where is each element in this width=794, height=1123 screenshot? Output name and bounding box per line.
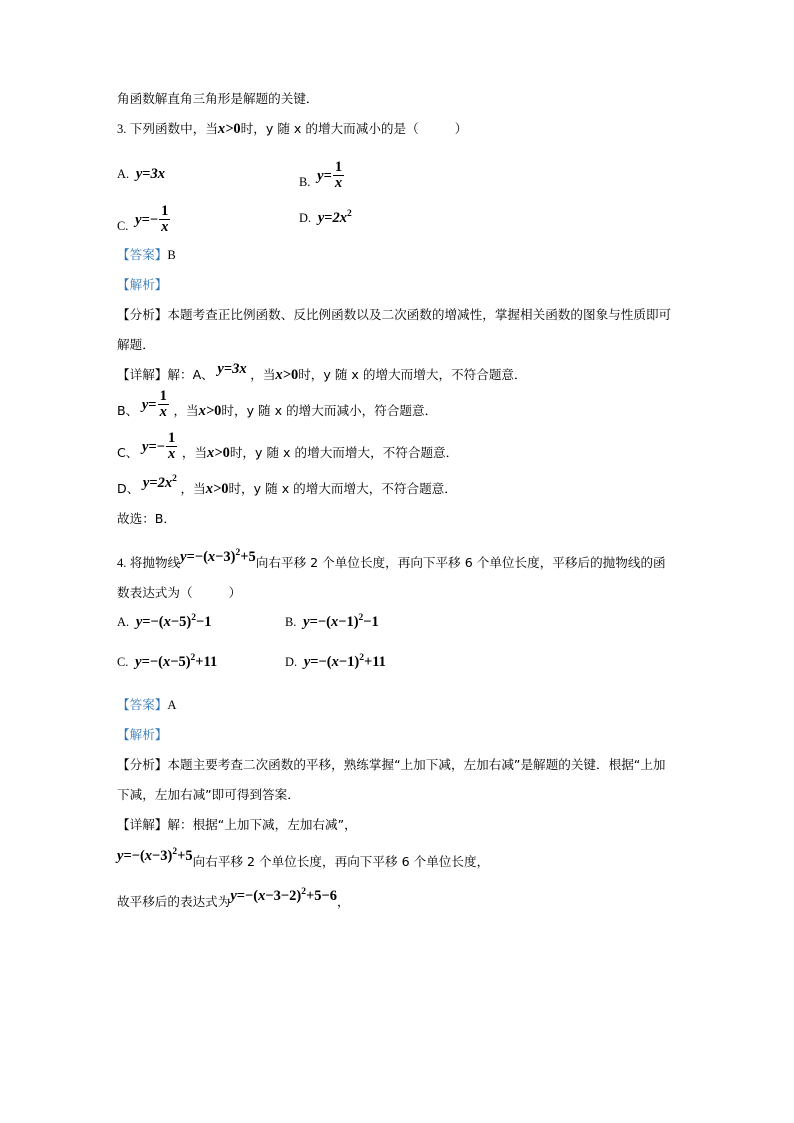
question-4-option-c[interactable] [117,654,217,671]
question-4-detail-math-line [117,840,673,884]
detail-d-math: $y=2x^2$ [142,474,177,491]
question-3-number: 3. [117,122,127,136]
carryover-line: 角函数解直角三角形是解题的关键． [117,91,319,106]
question-4-stem-close: ） [228,585,242,600]
option-b-label: B. [299,174,311,189]
question-4-fenxi [117,750,673,810]
question-4-jiexi [117,720,673,750]
question-4-xiangjie-lead [117,810,673,840]
xiangjie-tag: 【详解】 [117,367,168,382]
jiexi-tag: 【解析】 [117,727,168,742]
question-3-detail-d [117,474,673,504]
question-3-stem-math: x>0 [217,121,241,137]
question-3-stem-after: 时，y 随 x 的增大而减小的是（ [240,121,419,136]
answer-tag: 【答案】 [117,247,168,262]
detail-b-prefix: B、 [117,403,139,418]
detail-c-cond: x>0 [207,445,230,461]
final-tail: ， [337,894,350,909]
xiangjie-tag: 【详解】 [117,817,168,832]
detail-math: $y=-(x-3)^2+5$ [117,847,193,864]
detail-c-tail: 时，y 随 x 的增大而增大，不符合题意． [229,445,459,460]
question-4-stem-after: 向右平移 2 个单位长度，再向下平移 6 个单位长度，平移后的抛物线的函数表达式为（ [117,555,666,600]
question-3-stem-close: ） [454,121,468,136]
detail-c-math: y=− $\frac{1}{x}$ [142,430,176,462]
question-4-option-b[interactable] [285,614,379,631]
detail-d-mid: ，当 [180,481,206,496]
question-3-options [117,144,673,240]
option-b-math: $y=-(x-1)^2-1$ [299,613,379,630]
detail-d-cond: x>0 [205,481,229,497]
question-3-conclusion [117,504,673,534]
option-d-math: $y=2x^2$ [314,209,352,226]
detail-b-cond: x>0 [198,403,222,419]
option-c-math: $y=-(x-5)^2+11$ [131,653,218,670]
fenxi-tag: 【分析】 [117,307,168,322]
final-prefix: 故平移后的表达式为 [117,894,231,909]
option-d-label: D. [285,655,298,669]
answer-value: A [167,698,177,712]
jiexi-tag: 【解析】 [117,277,168,292]
question-4-options [117,608,673,690]
question-3-detail-c [117,432,673,474]
question-3-fenxi [117,300,673,360]
detail-b-tail: 时，y 随 x 的增大而减小，符合题意． [221,403,438,418]
question-4-final-line [117,884,673,920]
answer-tag: 【答案】 [117,697,168,712]
question-3-stem [117,114,673,144]
option-a-math: y=3x [132,166,166,182]
option-a-label: A. [117,615,130,629]
question-4-stem-before: 将抛物线 [129,555,181,570]
question-4-answer [117,690,673,720]
detail-b-math: y= $\frac{1}{x}$ [141,388,167,420]
detail-d-tail: 时，y 随 x 的增大而增大，不符合题意． [228,481,457,496]
question-3-answer [117,240,673,270]
detail-c-mid: ，当 [181,445,208,460]
question-3-jiexi [117,270,673,300]
question-3-option-b[interactable] [299,159,345,197]
question-3-option-c[interactable] [117,203,171,241]
question-4-option-a[interactable] [117,614,211,631]
detail-a-tail: 时，y 随 x 的增大而增大，不符合题意． [298,367,527,382]
option-d-math: $y=-(x-1)^2+11$ [300,653,386,670]
option-b-math: y= $\frac{1}{x}$ [317,159,343,191]
detail-b-mid: ，当 [173,403,199,418]
option-d-label: D. [299,211,312,225]
detail-a-math: y=3x [217,361,247,377]
question-3-detail-b [117,390,673,432]
question-3-detail-a [117,360,673,390]
final-math: $y=-(x-3-2)^2+5-6$ [230,887,338,904]
answer-value: B [167,248,176,262]
option-b-label: B. [285,615,297,629]
option-c-label: C. [117,655,129,669]
question-4-option-d[interactable] [285,654,386,671]
detail-a-mid: ，当 [250,367,276,382]
fenxi-text: 本题主要考查二次函数的平移，熟练掌握“上加下减，左加右减”是解题的关键．根据“上加下减，左加右减”即可得到答案． [117,757,666,802]
question-4-stem [117,548,673,608]
detail-a-prefix: 解：A、 [167,367,214,382]
question-3-option-d[interactable] [299,210,352,227]
detail-c-prefix: C、 [117,445,139,460]
detail-a-cond: x>0 [275,367,299,383]
question-4-stem-math: $y=-(x-3)^2+5$ [180,548,256,565]
option-a-label: A. [117,167,130,181]
question-3-option-a[interactable] [117,166,165,183]
option-c-math: y=− $\frac{1}{x}$ [135,203,169,235]
xiangjie-lead-text: 解：根据“上加下减，左加右减”， [167,817,357,832]
detail-d-prefix: D、 [117,481,140,496]
option-c-label: C. [117,218,129,233]
option-a-math: $y=-(x-5)^2-1$ [132,613,212,630]
document-content [117,84,673,920]
question-4-number: 4. [117,556,127,570]
conclusion-text: 故选：B． [117,511,177,526]
fenxi-text: 本题考查正比例函数、反比例函数以及二次函数的增减性，掌握相关函数的图象与性质即可解题． [117,307,672,352]
fenxi-tag: 【分析】 [117,757,168,772]
question-3-stem-before: 下列函数中，当 [129,121,218,136]
detail-math-tail: 向右平移 2 个单位长度，再向下平移 6 个单位长度， [192,854,490,869]
